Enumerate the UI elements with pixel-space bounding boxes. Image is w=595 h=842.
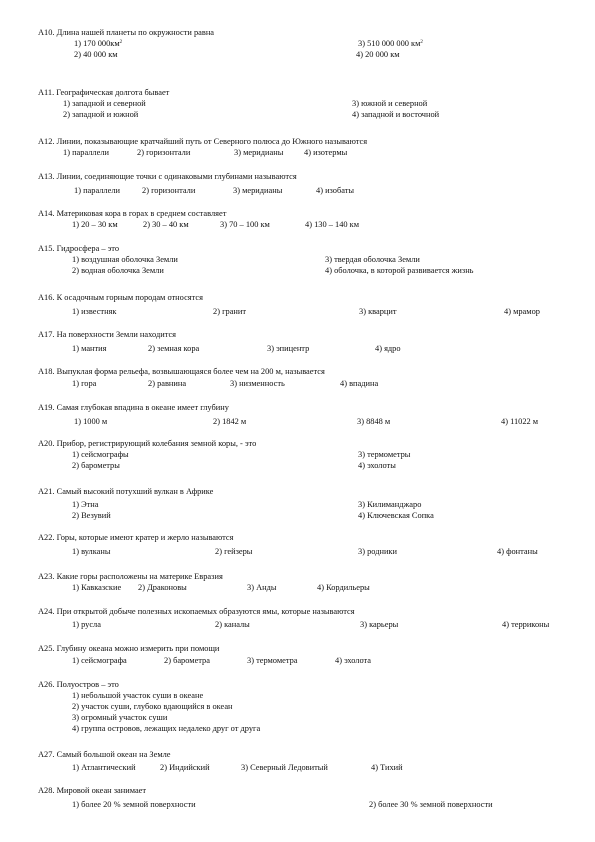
question-text: А23. Какие горы расположены на материке Евразия [38, 572, 223, 581]
question-a19 [38, 402, 568, 427]
question-text: А22. Горы, которые имеют кратер и жерло называются [38, 533, 234, 542]
answer-option: 1) более 20 % земной поверхности [72, 800, 196, 809]
answer-option: 1) мантия [72, 344, 107, 353]
answer-option: 4) Ключевская Сопка [358, 511, 434, 520]
answer-option: 3) огромный участок суши [72, 713, 168, 722]
answer-option: 1) Атлантический [72, 763, 136, 772]
question-a15 [38, 243, 568, 276]
answer-option: 1) 20 – 30 км [72, 220, 118, 229]
answer-option: 4) изобаты [316, 186, 355, 195]
answer-option: 3) Северный Ледовитый [241, 763, 328, 772]
answer-option: 4) изотермы [304, 148, 348, 157]
answer-option: 4) эхолоты [358, 461, 396, 470]
answer-option: 3) 8848 м [357, 417, 391, 426]
question-text: А20. Прибор, регистрирующий колебания земной коры, - это [38, 439, 257, 448]
answer-option: 3) 510 000 000 $км^2$ [358, 39, 423, 48]
question-text: А18. Выпуклая форма рельефа, возвышающаяся более чем на 200 м, называется [38, 367, 325, 376]
answer-option: 4) 11022 м [501, 417, 539, 426]
answer-option: 4) Тихий [371, 763, 403, 772]
answer-option: 1) Этна [72, 500, 99, 509]
question-text: А19. Самая глубокая впадина в океане имеет глубину [38, 403, 229, 412]
answer-option: 2) каналы [215, 620, 250, 629]
answer-option: 3) эпицентр [267, 344, 310, 353]
question-a25 [38, 643, 568, 666]
answer-option: 3) термометра [247, 656, 298, 665]
question-text: А12. Линии, показывающие кратчайший путь от Северного полюса до Южного называются [38, 137, 368, 146]
answer-option: 3) низменность [230, 379, 285, 388]
answer-option: 2) участок суши, глубоко вдающийся в океан [72, 702, 233, 711]
answer-option: 1) Кавказские [72, 583, 122, 592]
question-a11 [38, 87, 568, 120]
answer-option: 1) русла [72, 620, 101, 629]
answer-option: 1) небольшой участок суши в океане [72, 691, 204, 700]
answer-option: 3) термометры [358, 450, 411, 459]
question-text: А14. Материковая кора в горах в среднем составляет [38, 209, 227, 218]
answer-option: 1) гора [72, 379, 97, 388]
answer-option: 3) 70 – 100 км [220, 220, 270, 229]
answer-option: 4) Кордильеры [317, 583, 370, 592]
question-text: А25. Глубину океана можно измерить при помощи [38, 644, 220, 653]
answer-option: 3) родники [358, 547, 397, 556]
answer-option: 3) меридианы [233, 186, 283, 195]
answer-option: 4) группа островов, лежащих недалеко друг от друга [72, 724, 261, 733]
answer-option: 2) Везувий [72, 511, 111, 520]
answer-option: 4) фонтаны [497, 547, 538, 556]
question-text: А13. Линии, соединяющие точки с одинаковыми глубинами называются [38, 172, 297, 181]
question-text: А11. Географическая долгота бывает [38, 88, 170, 97]
answer-option: 1) 1000 м [74, 417, 108, 426]
answer-option: 2) гейзеры [215, 547, 253, 556]
answer-option: 4) впадина [340, 379, 379, 388]
answer-option: 2) равнина [148, 379, 187, 388]
question-text: А17. На поверхности Земли находится [38, 330, 177, 339]
answer-option: 2) барометра [164, 656, 210, 665]
answer-option: 4) эхолота [335, 656, 372, 665]
question-a28 [38, 785, 568, 810]
answer-option: 3) Килиманджаро [358, 500, 422, 509]
answer-option: 3) твердая оболочка Земли [325, 255, 420, 264]
answer-option: 2) горизонтали [142, 186, 196, 195]
question-a23 [38, 571, 568, 593]
question-a10 [38, 27, 568, 60]
answer-option: 1) сейсмографа [72, 656, 127, 665]
answer-option: 3) меридианы [234, 148, 284, 157]
answer-option: 1) воздушная оболочка Земли [72, 255, 178, 264]
question-a14 [38, 208, 568, 230]
answer-option: 2) 40 000 км [74, 50, 118, 59]
answer-option: 1) параллели [63, 148, 109, 157]
question-a27 [38, 749, 568, 773]
question-text: А24. При открытой добыче полезных ископаемых образуются ямы, которые называются [38, 607, 355, 616]
answer-option: 1) известняк [72, 307, 117, 316]
answer-option: 2) Индийский [160, 763, 210, 772]
answer-option: 4) 130 – 140 км [305, 220, 360, 229]
answer-option: 3) южной и северной [352, 99, 428, 108]
answer-option: 4) 20 000 км [356, 50, 400, 59]
question-text: А10. Длина нашей планеты по окружности равна [38, 28, 215, 37]
answer-option: 1) вулканы [72, 547, 111, 556]
question-a13 [38, 171, 568, 196]
question-a18 [38, 366, 568, 389]
answer-option: 2) Драконовы [138, 583, 187, 592]
question-a22 [38, 532, 568, 557]
question-a20 [38, 438, 568, 471]
answer-option: 2) 30 – 40 км [143, 220, 189, 229]
answer-option: 2) водная оболочка Земли [72, 266, 164, 275]
question-text: А16. К осадочным горным породам относятся [38, 293, 203, 302]
answer-option: 2) более 30 % земной поверхности [369, 800, 493, 809]
answer-option: 4) оболочка, в которой развивается жизнь [325, 266, 474, 275]
answer-option: 2) горизонтали [137, 148, 191, 157]
question-text: А27. Самый большой океан на Земле [38, 750, 171, 759]
answer-option: 2) гранит [213, 307, 247, 316]
answer-option: 2) барометры [72, 461, 120, 470]
answer-option: 4) терриконы [502, 620, 550, 629]
answer-option: 4) мрамор [504, 307, 540, 316]
question-text: А26. Полуостров – это [38, 680, 119, 689]
question-a26 [38, 679, 568, 734]
question-a16 [38, 292, 568, 317]
question-a24 [38, 606, 568, 630]
question-a12 [38, 136, 568, 158]
question-a21 [38, 486, 568, 521]
answer-option: 2) 1842 м [213, 417, 247, 426]
question-text: А28. Мировой океан занимает [38, 786, 147, 795]
answer-option: 3) Анды [247, 583, 277, 592]
answer-option: 4) западной и восточной [352, 110, 440, 119]
answer-option: 2) земная кора [148, 344, 200, 353]
answer-option: 4) ядро [375, 344, 401, 353]
answer-option: 1) западной и северной [63, 99, 146, 108]
answer-option: 3) кварцит [359, 307, 397, 316]
question-a17 [38, 329, 568, 354]
answer-option: 1) сейсмографы [72, 450, 129, 459]
question-text: А15. Гидросфера – это [38, 244, 120, 253]
answer-option: 1) 170 $000км^2$ [74, 39, 123, 48]
question-text: А21. Самый высокий потухший вулкан в Африке [38, 487, 214, 496]
answer-option: 3) карьеры [360, 620, 399, 629]
answer-option: 2) западной и южной [63, 110, 139, 119]
answer-option: 1) параллели [74, 186, 120, 195]
